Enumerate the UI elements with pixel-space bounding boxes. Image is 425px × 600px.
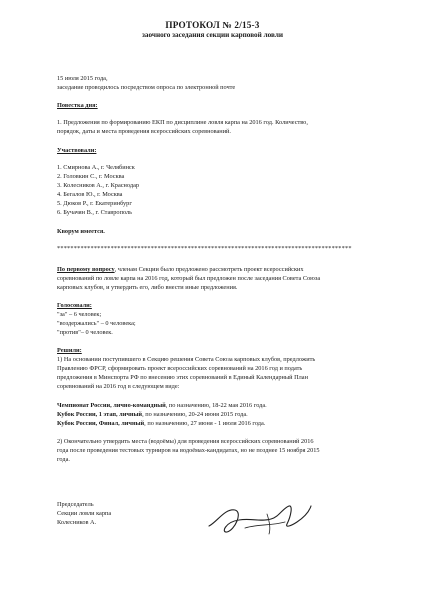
document-subtitle: заочного заседания секции карповой ловли xyxy=(142,31,283,39)
decision-line: 2) Окончательно утвердить места (водоёмы) для проведения всероссийских соревнований 2016 xyxy=(57,438,314,445)
decision-heading: Решили: xyxy=(57,347,82,354)
decision-line: 1) На основании поступившего в Секцию решения Совета Союза карповых клубов, предложить xyxy=(57,356,316,363)
vote-line: "воздержались" – 0 человека; xyxy=(57,320,136,327)
event-line xyxy=(57,401,267,410)
voting-heading: Голосовали: xyxy=(57,302,92,309)
participant-item: 1. Смирнова А., г. Челябинск xyxy=(57,164,135,171)
quorum-note: Кворум имеется. xyxy=(57,228,105,235)
event-name: Кубок России, Финал, личный xyxy=(57,420,145,427)
participant-item: 6. Бучачян В., г. Ставрополь xyxy=(57,209,133,216)
participants-heading: Участвовали: xyxy=(57,147,97,154)
meeting-date: 15 июля 2015 года, xyxy=(57,75,108,82)
meeting-format-note: заседание проводилось посредством опроса по электронной почте xyxy=(57,84,236,91)
signatory-line: Колесников А. xyxy=(57,519,97,526)
agenda-line: порядок, даты и места проведения всероссийских соревнований. xyxy=(57,128,231,135)
decision-line: предложения в Минспорта РФ по внесению этих соревнований в Единый Календарный План xyxy=(57,374,308,381)
first-question-line: соревнований по ловле карпа на 2016 год, который был предложен после заседания Совета Союза xyxy=(57,275,321,282)
first-question-text: , членам Секции было предложено рассмотреть проект всероссийских xyxy=(114,266,304,273)
participant-item: 5. Дюков Р., г. Екатеринбург xyxy=(57,200,132,207)
first-question-lead: По первому вопросу xyxy=(57,266,115,273)
event-line xyxy=(57,410,248,419)
agenda-line: 1. Предложения по формированию ЕКП по дисциплине ловля карпа на 2016 год. Количество, xyxy=(57,119,308,126)
vote-line: "против"– 0 человек. xyxy=(57,329,113,336)
decision-line: Правлению ФРСР, сформировать проект всероссийских соревнований на 2016 год и подать xyxy=(57,365,303,372)
decision-line: года. xyxy=(57,456,70,463)
first-question-line: карповых клубов, и утвердить его, либо внести иные предложения. xyxy=(57,284,238,291)
decision-line: года после проведения тестовых турниров на водоёмах-кандидатах, но не позднее 15 ноября 2015 xyxy=(57,447,320,454)
vote-line: "за" – 6 человек; xyxy=(57,311,102,318)
document-title: ПРОТОКОЛ № 2/15-3 xyxy=(165,20,260,30)
participant-item: 3. Колесников А., г. Краснодар xyxy=(57,182,140,189)
first-question-line xyxy=(57,265,304,274)
event-line xyxy=(57,419,265,428)
event-details: , по назначению, 18-22 мая 2016 года. xyxy=(165,402,267,409)
event-details: , по назначению, 27 июня - 1 июля 2016 года. xyxy=(144,420,266,427)
handwritten-signature xyxy=(205,500,315,540)
event-name: Кубок России, 1 этап, личный xyxy=(57,411,143,418)
decision-line: соревнований на 2016 год в следующем виде: xyxy=(57,383,180,390)
event-name: Чемпионат России, лично-командный xyxy=(57,402,166,409)
separator-line: **************************************************************************************** xyxy=(57,245,352,252)
signatory-line: Секции ловли карпа xyxy=(57,510,112,517)
participant-item: 4. Бегалов Ю., г. Москва xyxy=(57,191,123,198)
agenda-heading: Повестка дня: xyxy=(57,102,98,109)
participant-item: 2. Головкин С., г. Москва xyxy=(57,173,125,180)
signatory-line: Председатель xyxy=(57,501,94,508)
event-details: , по назначению, 20-24 июня 2015 года. xyxy=(142,411,248,418)
